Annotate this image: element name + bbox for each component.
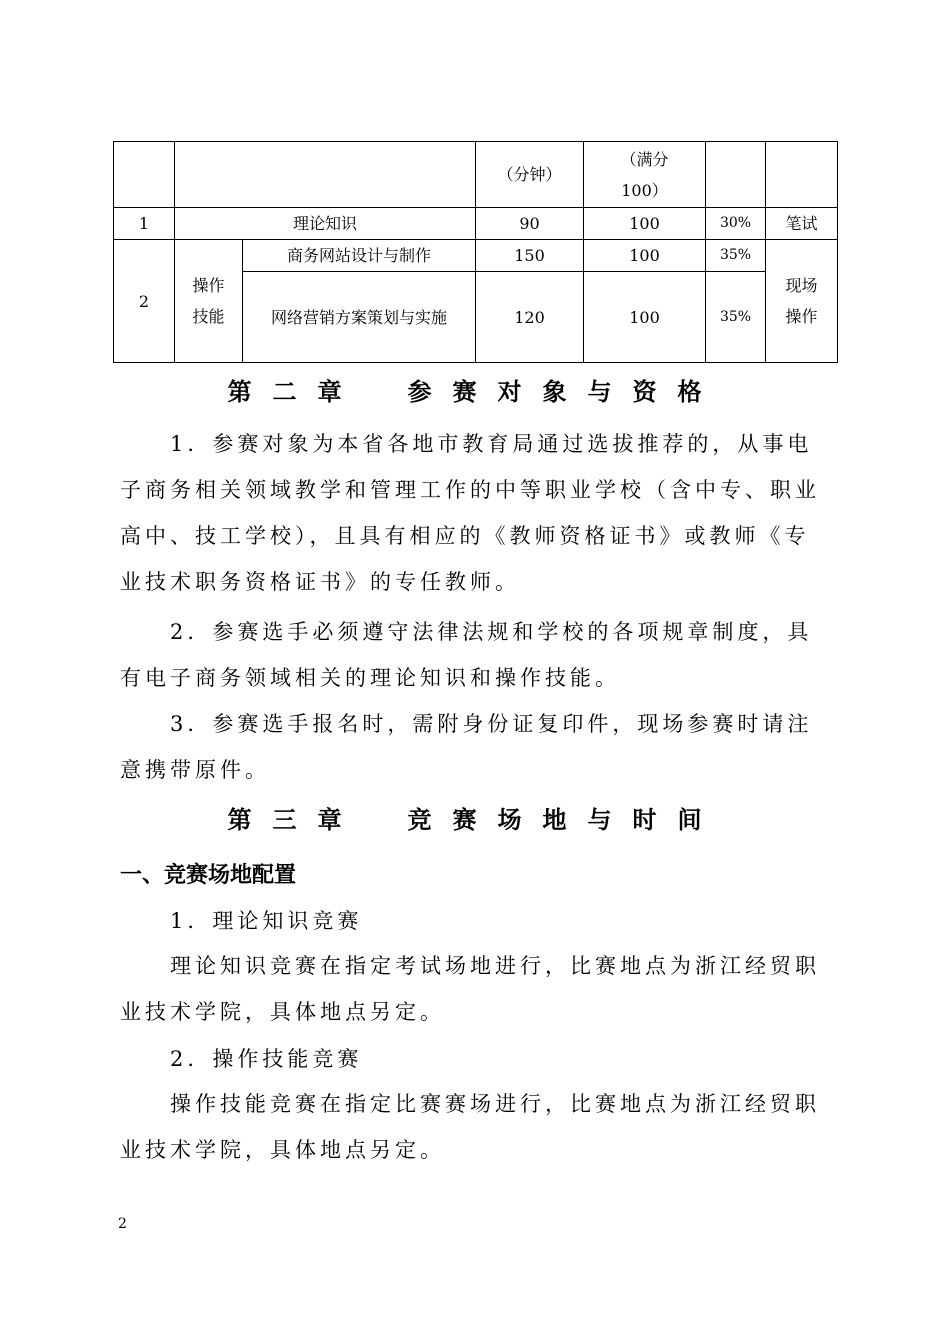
header-cell-empty bbox=[175, 142, 476, 208]
category-cell: 操作 技能 bbox=[175, 240, 243, 363]
item-name: 商务网站设计与制作 bbox=[243, 240, 476, 272]
item-1-text: 理论知识竞赛在指定考试场地进行，比赛地点为浙江经贸职业技术学院，具体地点另定。 bbox=[120, 954, 820, 1024]
item-name: 网络营销方案策划与实施 bbox=[243, 272, 476, 363]
table-row bbox=[114, 208, 838, 240]
item-name: 理论知识 bbox=[175, 208, 476, 240]
weight-value: 30% bbox=[706, 208, 766, 240]
chapter-2-paragraph-1: 1．参赛对象为本省各地市教育局通过选拔推荐的，从事电子商务相关领域教学和管理工作的中等职业学校（含中专、职业高中、技工学校），且具有相应的《教师资格证书》或教师《专业技术职务资格证书》的专任教师。 bbox=[120, 432, 820, 594]
item-2-title: 2．操作技能竞赛 bbox=[170, 1047, 363, 1071]
header-cell-empty bbox=[706, 142, 766, 208]
score-value: 100 bbox=[584, 208, 706, 240]
header-score-cell: （满分 100） bbox=[584, 142, 706, 208]
page-number: 2 bbox=[118, 1216, 127, 1232]
row-number: 1 bbox=[114, 208, 175, 240]
weight-value: 35% bbox=[706, 240, 766, 272]
time-value: 120 bbox=[476, 272, 584, 363]
weight-value: 35% bbox=[706, 272, 766, 363]
header-cell-empty bbox=[114, 142, 175, 208]
header-time-cell: （分钟） bbox=[476, 142, 584, 208]
chapter-2-title: 第二章 参赛对象与资格 bbox=[227, 378, 723, 406]
chapter-2-paragraph-2: 2．参赛选手必须遵守法律法规和学校的各项规章制度，具有电子商务领域相关的理论知识和操作技能。 bbox=[120, 620, 813, 690]
chapter-2-paragraph-3: 3．参赛选手报名时，需附身份证复印件，现场参赛时请注意携带原件。 bbox=[120, 712, 813, 782]
method-value: 笔试 bbox=[766, 208, 838, 240]
score-value: 100 bbox=[584, 240, 706, 272]
chapter-3-title: 第三章 竞赛场地与时间 bbox=[227, 806, 723, 834]
item-2-text: 操作技能竞赛在指定比赛赛场进行，比赛地点为浙江经贸职业技术学院，具体地点另定。 bbox=[120, 1092, 820, 1162]
header-cell-empty bbox=[766, 142, 838, 208]
item-1-title: 1．理论知识竞赛 bbox=[170, 909, 363, 933]
method-cell: 现场 操作 bbox=[766, 240, 838, 363]
score-table bbox=[113, 141, 838, 363]
time-value: 90 bbox=[476, 208, 584, 240]
section-heading: 一、竞赛场地配置 bbox=[120, 863, 297, 888]
table-header-row bbox=[114, 142, 838, 208]
table-row bbox=[114, 240, 838, 272]
row-number: 2 bbox=[114, 240, 175, 363]
score-value: 100 bbox=[584, 272, 706, 363]
time-value: 150 bbox=[476, 240, 584, 272]
